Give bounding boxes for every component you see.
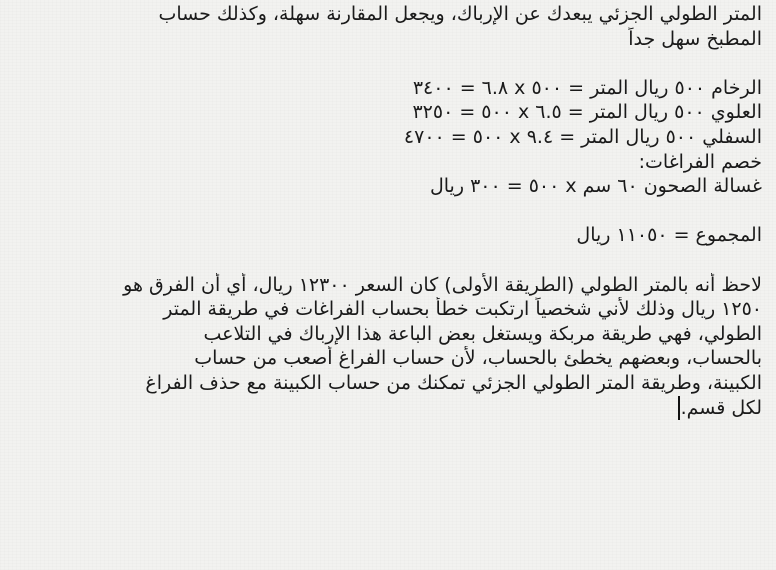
note-line: الطولي، فهي طريقة مربكة ويستغل بعض الباعة هذا الإرباك في التلاعب bbox=[203, 322, 762, 345]
note-line: المجموع = ١١٠٥٠ ريال bbox=[576, 224, 762, 247]
note-line: خصم الفراغات: bbox=[638, 150, 762, 173]
blank-line bbox=[14, 51, 762, 76]
note-line: المتر الطولي الجزئي يبعدك عن الإرباك، ويجعل المقارنة سهلة، وكذلك حساب bbox=[158, 3, 762, 25]
blank-line bbox=[14, 199, 762, 224]
note-line: المطبخ سهل جداً bbox=[628, 27, 762, 50]
note-line: الرخام ٥٠٠ ريال المتر = ٥٠٠ x ٦.٨ = ٣٤٠٠ bbox=[412, 76, 762, 99]
blank-line bbox=[14, 248, 762, 273]
note-line: بالحساب، وبعضهم يخطئ بالحساب، لأن حساب الفراغ أصعب من حساب bbox=[194, 347, 762, 370]
note-line: لاحظ أنه بالمتر الطولي (الطريقة الأولى) كان السعر ١٢٣٠٠ ريال، أي أن الفرق هو bbox=[123, 273, 762, 296]
note-line: السفلي ٥٠٠ ريال المتر = ٩.٤ x ٥٠٠ = ٤٧٠٠ bbox=[403, 125, 762, 148]
text-cursor bbox=[678, 396, 680, 420]
note-last-line bbox=[14, 396, 762, 421]
note-line: غسالة الصحون ٦٠ سم x ٥٠٠ = ٣٠٠ ريال bbox=[429, 175, 762, 198]
note-line-text: لكل قسم. bbox=[680, 396, 762, 419]
note-line: الكبينة، وطريقة المتر الطولي الجزئي تمكنك من حساب الكبينة مع حذف الفراغ bbox=[145, 371, 762, 394]
note-line: ١٢٥٠ ريال وذلك لأني شخصياً ارتكبت خطأً بحساب الفراغات في طريقة المتر bbox=[163, 298, 762, 321]
note-line: العلوي ٥٠٠ ريال المتر = ٦.٥ x ٥٠٠ = ٣٢٥٠ bbox=[412, 101, 762, 124]
